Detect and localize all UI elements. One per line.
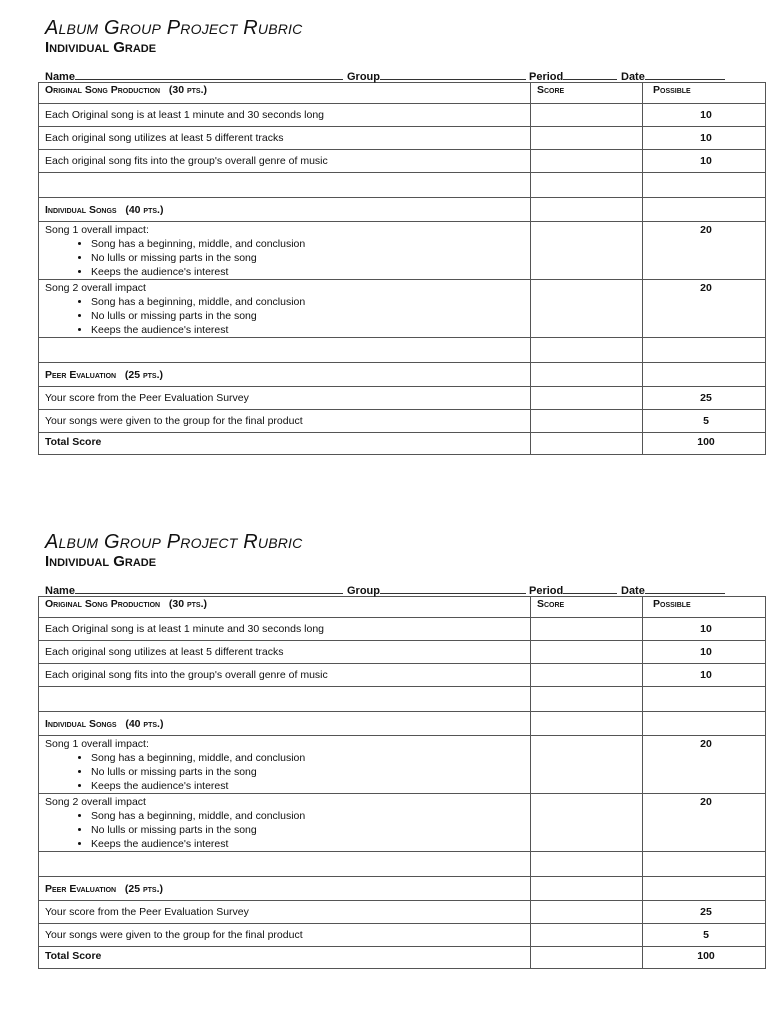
criterion-text: Each original song utilizes at least 5 different tracks bbox=[39, 127, 531, 150]
section-title: Individual Songs bbox=[45, 718, 117, 730]
blank-cell bbox=[643, 877, 766, 901]
section-title: Original Song Production bbox=[45, 84, 161, 96]
total-points: 100 bbox=[643, 433, 766, 455]
possible-points: 5 bbox=[643, 924, 766, 947]
possible-points: 25 bbox=[643, 901, 766, 924]
group-field[interactable] bbox=[347, 583, 526, 598]
score-cell[interactable] bbox=[531, 127, 643, 150]
peer-section-header bbox=[39, 363, 531, 387]
date-field[interactable] bbox=[621, 69, 725, 84]
blank-row bbox=[39, 338, 766, 363]
score-cell[interactable] bbox=[531, 387, 643, 410]
song-title: Song 2 overall impact bbox=[45, 796, 146, 808]
possible-points: 10 bbox=[643, 664, 766, 687]
blank-cell bbox=[643, 338, 766, 363]
song-bullets bbox=[45, 751, 524, 793]
total-points: 100 bbox=[643, 947, 766, 969]
section-row bbox=[39, 877, 766, 901]
rubric-subtitle: Individual Grade bbox=[45, 553, 157, 570]
period-blank[interactable] bbox=[563, 583, 617, 594]
criterion-text: Each original song utilizes at least 5 different tracks bbox=[39, 641, 531, 664]
rubric bbox=[38, 16, 746, 455]
score-cell[interactable] bbox=[531, 410, 643, 433]
period-field[interactable] bbox=[529, 69, 617, 84]
section-pts: (25 pts.) bbox=[124, 883, 163, 895]
date-field[interactable] bbox=[621, 583, 725, 598]
bullet-item: • Song has a beginning, middle, and conclusion bbox=[91, 295, 524, 309]
possible-points: 20 bbox=[643, 794, 766, 852]
bullet-item: • No lulls or missing parts in the song bbox=[91, 309, 524, 323]
blank-cell bbox=[643, 852, 766, 877]
header-row bbox=[39, 597, 766, 618]
criterion-text: Your score from the Peer Evaluation Survey bbox=[39, 901, 531, 924]
name-blank[interactable] bbox=[75, 69, 343, 80]
group-blank[interactable] bbox=[380, 583, 526, 594]
blank-cell bbox=[531, 712, 643, 736]
possible-points: 10 bbox=[643, 127, 766, 150]
name-blank[interactable] bbox=[75, 583, 343, 594]
table-row bbox=[39, 924, 766, 947]
song-criterion bbox=[39, 736, 531, 794]
blank-cell bbox=[531, 852, 643, 877]
rubric-table bbox=[38, 596, 766, 969]
student-info-row bbox=[38, 583, 746, 596]
score-cell[interactable] bbox=[531, 104, 643, 127]
blank-row bbox=[39, 687, 766, 712]
song-title: Song 1 overall impact: bbox=[45, 738, 149, 750]
table-row bbox=[39, 104, 766, 127]
section-title: Original Song Production bbox=[45, 598, 161, 610]
bullet-item: • Keeps the audience's interest bbox=[91, 265, 524, 279]
criterion-text: Each original song fits into the group's overall genre of music bbox=[39, 664, 531, 687]
bullet-item: • Song has a beginning, middle, and conclusion bbox=[91, 751, 524, 765]
criterion-text: Each Original song is at least 1 minute and 30 seconds long bbox=[39, 618, 531, 641]
score-cell[interactable] bbox=[531, 280, 643, 338]
score-header: Score bbox=[531, 83, 643, 104]
blank-cell bbox=[531, 687, 643, 712]
student-info-row bbox=[38, 69, 746, 82]
score-cell[interactable] bbox=[531, 641, 643, 664]
table-row bbox=[39, 641, 766, 664]
score-cell[interactable] bbox=[531, 150, 643, 173]
possible-points: 20 bbox=[643, 736, 766, 794]
section-title: Individual Songs bbox=[45, 204, 117, 216]
score-cell[interactable] bbox=[531, 222, 643, 280]
criterion-text: Your songs were given to the group for the final product bbox=[39, 924, 531, 947]
song-bullets bbox=[45, 809, 524, 851]
date-label: Date bbox=[621, 585, 645, 597]
bullet-item: • Keeps the audience's interest bbox=[91, 323, 524, 337]
blank-cell bbox=[531, 173, 643, 198]
table-row bbox=[39, 664, 766, 687]
period-field[interactable] bbox=[529, 583, 617, 598]
section-row bbox=[39, 198, 766, 222]
section-header bbox=[39, 597, 531, 618]
bullet-item: • No lulls or missing parts in the song bbox=[91, 823, 524, 837]
blank-cell bbox=[39, 852, 531, 877]
blank-cell bbox=[39, 687, 531, 712]
possible-points: 10 bbox=[643, 104, 766, 127]
table-row bbox=[39, 387, 766, 410]
blank-cell bbox=[39, 173, 531, 198]
bullet-item: • No lulls or missing parts in the song bbox=[91, 251, 524, 265]
song-criterion bbox=[39, 222, 531, 280]
blank-row bbox=[39, 173, 766, 198]
name-field[interactable] bbox=[45, 583, 343, 598]
header-row bbox=[39, 83, 766, 104]
possible-points: 10 bbox=[643, 150, 766, 173]
possible-points: 5 bbox=[643, 410, 766, 433]
blank-cell bbox=[643, 363, 766, 387]
blank-cell bbox=[39, 338, 531, 363]
individual-section-header bbox=[39, 198, 531, 222]
song-criterion bbox=[39, 794, 531, 852]
blank-cell bbox=[531, 198, 643, 222]
score-cell[interactable] bbox=[531, 794, 643, 852]
name-field[interactable] bbox=[45, 69, 343, 84]
section-row bbox=[39, 712, 766, 736]
song-title: Song 2 overall impact bbox=[45, 282, 146, 294]
criterion-text: Each Original song is at least 1 minute and 30 seconds long bbox=[39, 104, 531, 127]
possible-points: 20 bbox=[643, 280, 766, 338]
total-score-cell[interactable] bbox=[531, 947, 643, 969]
song-row bbox=[39, 280, 766, 338]
peer-section-header bbox=[39, 877, 531, 901]
table-row bbox=[39, 127, 766, 150]
total-label: Total Score bbox=[39, 947, 531, 969]
total-row bbox=[39, 433, 766, 455]
score-cell[interactable] bbox=[531, 618, 643, 641]
table-row bbox=[39, 618, 766, 641]
date-label: Date bbox=[621, 71, 645, 83]
score-cell[interactable] bbox=[531, 901, 643, 924]
blank-cell bbox=[531, 877, 643, 901]
section-pts: (40 pts.) bbox=[125, 204, 164, 216]
song-bullets bbox=[45, 237, 524, 279]
rubric-title: Album Group Project Rubric bbox=[45, 531, 303, 553]
possible-points: 25 bbox=[643, 387, 766, 410]
name-label: Name bbox=[45, 71, 75, 83]
song-row bbox=[39, 222, 766, 280]
section-header bbox=[39, 83, 531, 104]
bullet-item: • Song has a beginning, middle, and conclusion bbox=[91, 809, 524, 823]
date-blank[interactable] bbox=[645, 69, 725, 80]
song-criterion bbox=[39, 280, 531, 338]
table-row bbox=[39, 410, 766, 433]
blank-row bbox=[39, 852, 766, 877]
rubric-table bbox=[38, 82, 766, 455]
rubric bbox=[38, 530, 746, 969]
group-blank[interactable] bbox=[380, 69, 526, 80]
song-bullets bbox=[45, 295, 524, 337]
possible-header: Possible bbox=[643, 83, 766, 104]
blank-cell bbox=[531, 363, 643, 387]
section-pts: (30 pts.) bbox=[168, 598, 208, 610]
period-label: Period bbox=[529, 71, 564, 83]
group-field[interactable] bbox=[347, 69, 526, 84]
section-title: Peer Evaluation bbox=[45, 883, 117, 895]
criterion-text: Your songs were given to the group for the final product bbox=[39, 410, 531, 433]
blank-cell bbox=[643, 173, 766, 198]
date-blank[interactable] bbox=[645, 583, 725, 594]
name-label: Name bbox=[45, 585, 75, 597]
section-pts: (25 pts.) bbox=[124, 369, 163, 381]
group-label: Group bbox=[347, 585, 380, 597]
score-cell[interactable] bbox=[531, 736, 643, 794]
song-title: Song 1 overall impact: bbox=[45, 224, 149, 236]
section-row bbox=[39, 363, 766, 387]
criterion-text: Each original song fits into the group's overall genre of music bbox=[39, 150, 531, 173]
group-label: Group bbox=[347, 71, 380, 83]
total-label: Total Score bbox=[39, 433, 531, 455]
total-row bbox=[39, 947, 766, 969]
possible-header: Possible bbox=[643, 597, 766, 618]
total-score-cell[interactable] bbox=[531, 433, 643, 455]
possible-points: 20 bbox=[643, 222, 766, 280]
criterion-text: Your score from the Peer Evaluation Survey bbox=[39, 387, 531, 410]
blank-cell bbox=[643, 712, 766, 736]
rubric-title: Album Group Project Rubric bbox=[45, 17, 303, 39]
section-pts: (30 pts.) bbox=[168, 84, 208, 96]
bullet-item: • Keeps the audience's interest bbox=[91, 837, 524, 851]
blank-cell bbox=[643, 687, 766, 712]
score-cell[interactable] bbox=[531, 924, 643, 947]
score-header: Score bbox=[531, 597, 643, 618]
bullet-item: • Song has a beginning, middle, and conclusion bbox=[91, 237, 524, 251]
section-title: Peer Evaluation bbox=[45, 369, 117, 381]
rubric-subtitle: Individual Grade bbox=[45, 39, 157, 56]
bullet-item: • Keeps the audience's interest bbox=[91, 779, 524, 793]
blank-cell bbox=[643, 198, 766, 222]
score-cell[interactable] bbox=[531, 664, 643, 687]
bullet-item: • No lulls or missing parts in the song bbox=[91, 765, 524, 779]
individual-section-header bbox=[39, 712, 531, 736]
song-row bbox=[39, 794, 766, 852]
blank-cell bbox=[531, 338, 643, 363]
period-label: Period bbox=[529, 585, 564, 597]
possible-points: 10 bbox=[643, 641, 766, 664]
section-pts: (40 pts.) bbox=[125, 718, 164, 730]
table-row bbox=[39, 901, 766, 924]
song-row bbox=[39, 736, 766, 794]
possible-points: 10 bbox=[643, 618, 766, 641]
table-row bbox=[39, 150, 766, 173]
period-blank[interactable] bbox=[563, 69, 617, 80]
